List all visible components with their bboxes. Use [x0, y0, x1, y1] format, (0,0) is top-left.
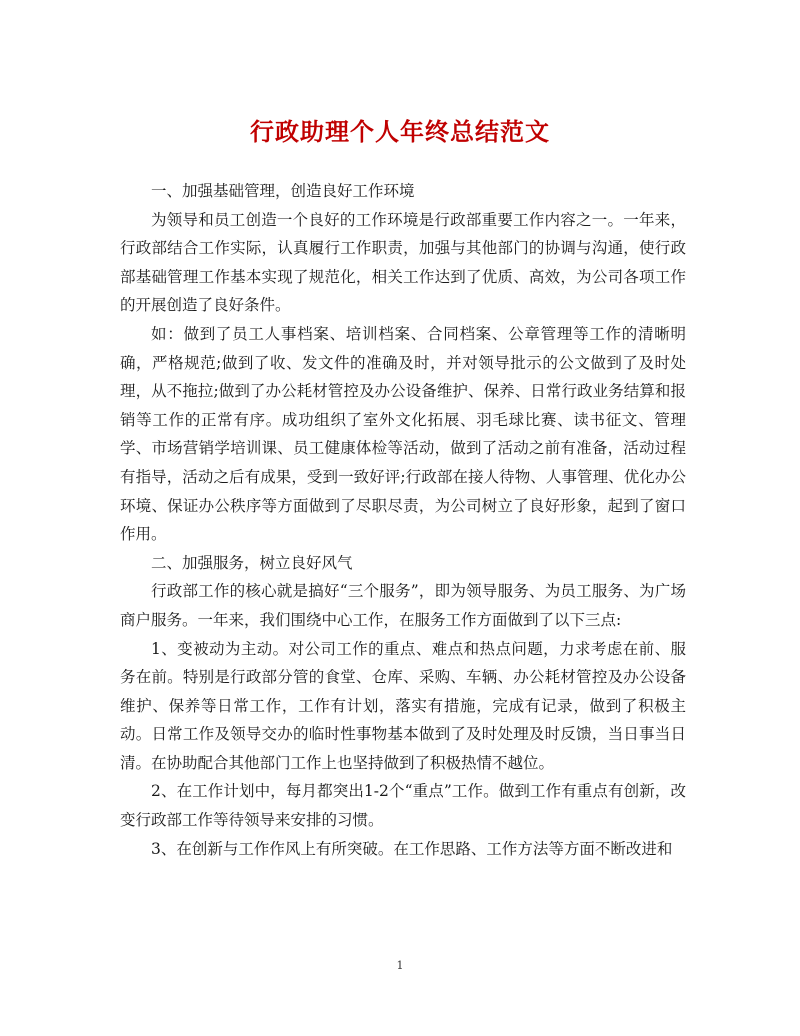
body-paragraph: 3、在创新与工作作风上有所突破。在工作思路、工作方法等方面不断改进和 [151, 839, 673, 858]
body-paragraph: 2、在工作计划中，每月都突出1-2个“重点”工作。做到工作有重点有创新，改变行政部工作等待领导来安排的习惯。 [120, 782, 686, 830]
body-paragraph: 为领导和员工创造一个良好的工作环境是行政部重要工作内容之一。一年来，行政部结合工作实际，认真履行工作职责，加强与其他部门的协调与沟通，使行政部基础管理工作基本实现了规范化，相关工作达到了优质、高效，为公司各项工作的开展创造了良好条件。 [120, 210, 686, 315]
document-title: 行政助理个人年终总结范文 [250, 117, 550, 146]
section-heading-1: 一、加强基础管理，创造良好工作环境 [151, 182, 415, 200]
body-paragraph: 1、变被动为主动。对公司工作的重点、难点和热点问题，力求考虑在前、服务在前。特别是行政部分管的食堂、仓库、采购、车辆、办公耗材管控及办公设备维护、保养等日常工作，工作有计划，落实有措施，完成有记录，做到了积极主动。日常工作及领导交办的临时性事物基本做到了及时处理及时反馈，当日事当日清。在协助配合其他部门工作上也坚持做到了积极热情不越位。 [120, 639, 686, 772]
page-number: 1 [396, 959, 404, 972]
body-paragraph: 如：做到了员工人事档案、培训档案、合同档案、公章管理等工作的清晰明确，严格规范;做到了收、发文件的准确及时，并对领导批示的公文做到了及时处理，从不拖拉;做到了办公耗材管控及办公设备维护、保养、日常行政业务结算和报销等工作的正常有序。成功组织了室外文化拓展、羽毛球比赛、读书征文、管理学、市场营销学培训课、员工健康体检等活动，做到了活动之前有准备，活动过程有指导，活动之后有成果，受到一致好评;行政部在接人待物、人事管理、优化办公环境、保证办公秩序等方面做到了尽职尽责，为公司树立了良好形象，起到了窗口作用。 [120, 324, 686, 544]
body-paragraph: 行政部工作的核心就是搞好“三个服务”，即为领导服务、为员工服务、为广场商户服务。一年来，我们围绕中心工作，在服务工作方面做到了以下三点: [120, 582, 686, 629]
section-heading-2: 二、加强服务，树立良好风气 [151, 553, 353, 572]
document-body [120, 177, 686, 863]
